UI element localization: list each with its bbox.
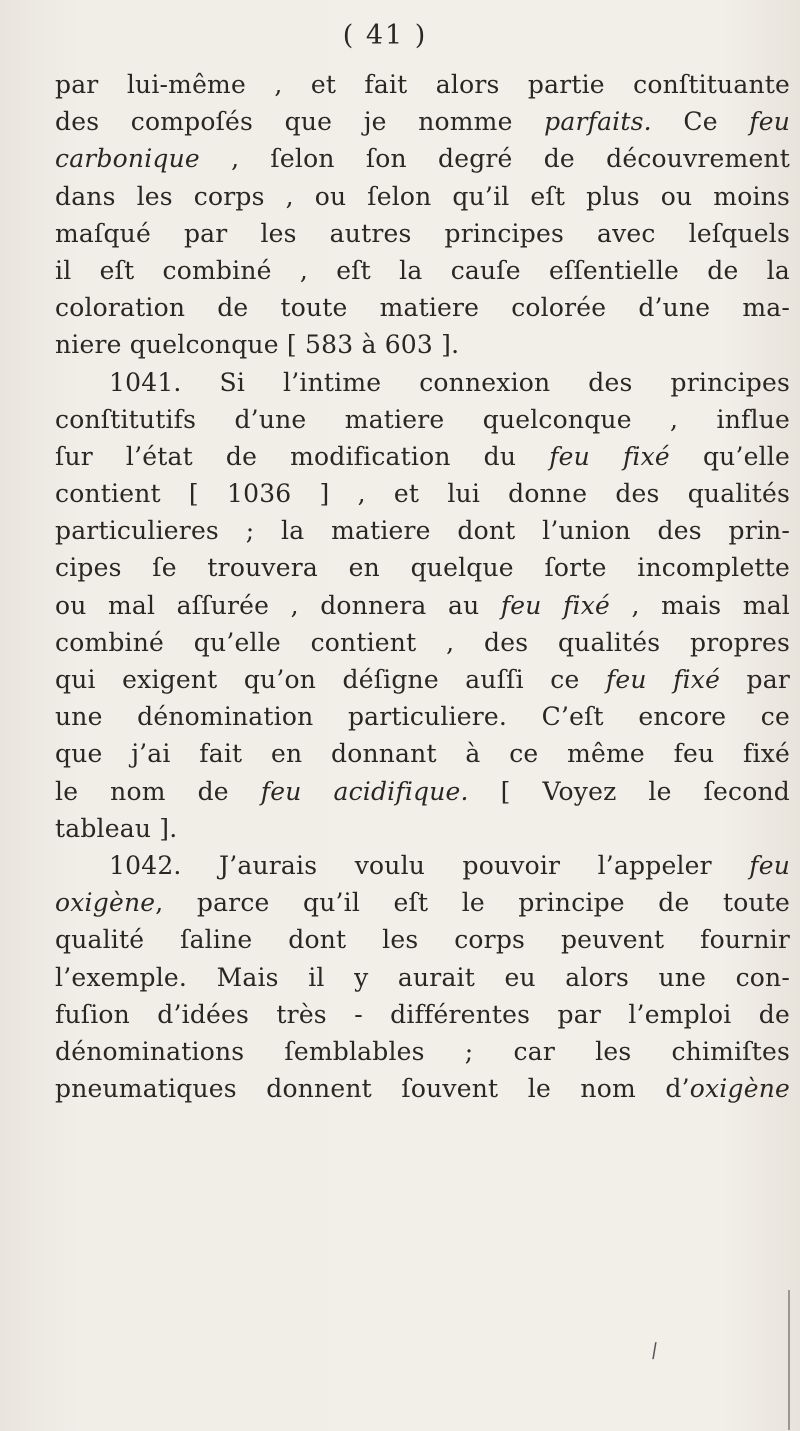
text-run: tableau ].: [55, 813, 178, 843]
text-line: [55, 289, 790, 326]
text-line: [55, 884, 790, 921]
text-run: Ce: [651, 107, 750, 137]
text-run: que j’ai fait en donnant à ce même feu fixé: [55, 739, 790, 769]
text-line: [55, 140, 790, 177]
text-line: [55, 624, 790, 661]
text-run: dénominations ſemblables ; car les chimiſtes: [55, 1036, 790, 1066]
italic-term: carbonique: [55, 144, 200, 174]
text-line: [55, 401, 790, 438]
text-run: une dénomination particuliere. C’eſt encore ce: [55, 702, 790, 732]
text-line: [55, 364, 790, 401]
text-line: [55, 103, 790, 140]
italic-term: feu fixé: [549, 441, 670, 471]
text-run: maſqué par les autres principes avec leſquels: [55, 218, 790, 248]
text-run: par lui-même , et fait alors partie conſtituante: [55, 70, 790, 99]
text-line: [55, 475, 790, 512]
text-run: 1041. Si l’intime connexion des principes: [109, 367, 790, 397]
text-run: dans les corps , ou ſelon qu’il eſt plus ou moins: [55, 181, 790, 211]
text-run: fuſion d’idées très - différentes par l’emploi de: [55, 999, 790, 1029]
text-line: [55, 921, 790, 958]
text-line: [55, 698, 790, 735]
text-run: qualité ſaline dont les corps peuvent fournir: [55, 925, 790, 955]
text-line: [55, 773, 790, 810]
text-run: , ſelon ſon degré de découvrement: [199, 144, 790, 174]
text-run: , mais mal: [610, 590, 790, 620]
italic-term: feu: [749, 850, 790, 880]
italic-term: oxigène: [55, 888, 156, 918]
italic-term: feu fixé: [605, 665, 721, 694]
text-line: [55, 996, 790, 1033]
text-run: combiné qu’elle contient , des qualités propres: [55, 627, 790, 657]
text-run: ſur l’état de modification du: [55, 441, 550, 471]
text-line: [55, 1070, 790, 1107]
text-run: niere quelconque [ 583 à 603 ].: [55, 330, 460, 360]
text-run: il eſt combiné , eſt la cauſe eſſentielle de la: [55, 255, 790, 285]
text-run: 1042. J’aurais voulu pouvoir l’appeler: [109, 850, 750, 880]
italic-term: feu: [749, 107, 790, 137]
body-text: [55, 66, 790, 1107]
italic-term: feu fixé: [500, 590, 611, 620]
text-line: [55, 326, 790, 363]
text-run: qu’elle: [669, 441, 790, 471]
text-line: [55, 215, 790, 252]
text-line: [55, 735, 790, 772]
text-run: , parce qu’il eſt le principe de toute: [155, 888, 790, 918]
text-run: coloration de toute matiere colorée d’une ma-: [55, 293, 790, 323]
text-line: [55, 1033, 790, 1070]
page-number: ( 41 ): [342, 20, 428, 51]
text-line: [55, 959, 790, 996]
text-run: des compoſés que je nomme: [55, 107, 545, 137]
italic-term: oxigène: [689, 1074, 790, 1104]
text-line: [55, 252, 790, 289]
text-line: [55, 512, 790, 549]
stray-mark: /: [649, 1337, 660, 1363]
text-line: [55, 549, 790, 586]
text-run: pneumatiques donnent ſouvent le nom d’: [55, 1074, 690, 1104]
page-edge: [788, 1290, 790, 1430]
italic-term: feu acidifique.: [260, 776, 469, 806]
text-line: [55, 810, 790, 847]
text-line: [55, 587, 790, 624]
text-line: [55, 847, 790, 884]
text-run: par: [720, 665, 790, 694]
text-run: [ Voyez le ſecond: [468, 776, 790, 806]
text-run: cipes ſe trouvera en quelque ſorte incomplette: [55, 553, 790, 583]
text-line: [55, 178, 790, 215]
text-run: particulieres ; la matiere dont l’union des prin-: [55, 516, 790, 546]
text-line: [55, 438, 790, 475]
text-run: qui exigent qu’on déſigne auſſi ce: [55, 665, 606, 694]
text-run: l’exemple. Mais il y aurait eu alors une con-: [55, 962, 790, 992]
text-run: le nom de: [55, 776, 261, 806]
text-line: [55, 66, 790, 103]
text-line: [55, 661, 790, 698]
text-run: contient [ 1036 ] , et lui donne des qualités: [55, 479, 790, 509]
text-run: ou mal aſſurée , donnera au: [55, 590, 501, 620]
italic-term: parfaits.: [544, 107, 652, 137]
text-run: conſtitutifs d’une matiere quelconque , influe: [55, 404, 790, 434]
